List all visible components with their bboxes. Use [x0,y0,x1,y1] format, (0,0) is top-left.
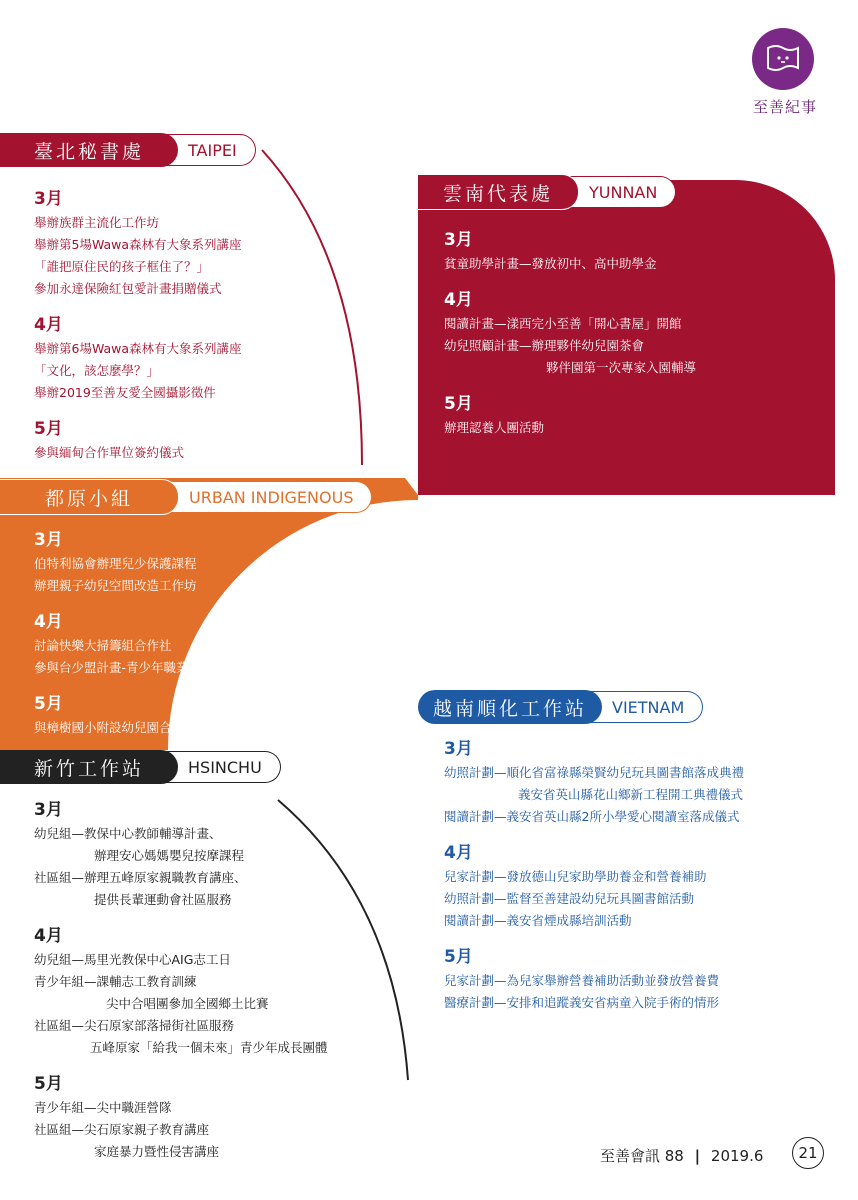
list-item: 辦理安心媽媽嬰兒按摩課程 [94,848,245,863]
vietnam-header [418,690,703,724]
publication-date: 2019.6 [710,1147,764,1165]
hsinchu-title: 新竹工作站 [0,750,178,784]
list-item: 參與緬甸合作單位簽約儀式 [34,445,185,460]
list-item: 幼兒組—教保中心教師輔導計畫、 [34,826,222,841]
list-item: 幼照計劃—監督至善建設幼兒玩具圖書館活動 [444,891,695,906]
list-item: 辦理親子幼兒空間改造工作坊 [34,578,197,593]
list-item: 社區組—尖石原家部落掃街社區服務 [34,1018,235,1033]
month-heading: 4月 [34,926,63,946]
list-item: 與樟樹國小附設幼兒園合作文化課程 [34,720,235,735]
yunnan-header [418,175,676,209]
list-item: 幼兒組—馬里光教保中心AIG志工日 [34,952,231,967]
month-heading: 4月 [34,315,63,335]
footer-publication [600,1145,763,1166]
taipei-header [0,133,256,167]
month-heading: 5月 [34,694,63,714]
list-item: 伯特利協會辦理兒少保護課程 [34,556,197,571]
vietnam-title: 越南順化工作站 [418,690,602,724]
yunnan-title-en: YUNNAN [563,176,676,208]
hsinchu-content [34,797,328,1163]
list-item: 社區組—辦理五峰原家親職教育講座、 [34,870,247,885]
list-item: 幼兒照顧計畫—辦理夥伴幼兒園茶會 [444,338,645,353]
list-item: 夥伴園第一次專家入園輔導 [546,360,697,375]
list-item: 舉辦第6場Wawa森林有大象系列講座 [34,341,242,356]
month-heading: 3月 [34,530,63,550]
list-item: 參加永達保險紅包愛計畫捐贈儀式 [34,281,222,296]
list-item: 辦理認養人團活動 [444,420,545,435]
taipei-curve [262,150,362,465]
month-heading: 3月 [34,189,63,209]
urban-content [34,527,239,739]
vietnam-title-en: VIETNAM [586,691,703,723]
list-item: 社區組—尖石原家親子教育講座 [34,1122,210,1137]
list-item: 提供長輩運動會社區服務 [94,892,232,907]
footer-separator: | [694,1147,701,1165]
taipei-content [34,186,242,464]
hsinchu-header [0,750,281,784]
yunnan-content [444,227,696,439]
list-item: 貧童助學計畫—發放初中、高中助學金 [444,256,657,271]
hsinchu-title-en: HSINCHU [162,751,281,783]
category-label: 至善紀事 [752,98,817,116]
page-number: 21 [792,1137,824,1169]
list-item: 尖中合唱團參加全國鄉土比賽 [106,996,269,1011]
list-item: 舉辦族群主流化工作坊 [34,215,160,230]
taipei-title-en: TAIPEI [162,134,256,166]
list-item: 五峰原家「給我一個未來」青少年成長團體 [90,1040,328,1055]
yunnan-title: 雲南代表處 [418,174,579,210]
month-heading: 4月 [34,612,63,632]
list-item: 青少年組—課輔志工教育訓練 [34,974,197,989]
urban-header [0,480,372,514]
taipei-title: 臺北秘書處 [0,133,178,167]
month-heading: 5月 [34,419,63,439]
list-item: 舉辦第5場Wawa森林有大象系列講座 [34,237,242,252]
list-item: 家庭暴力暨性侵害講座 [94,1144,220,1159]
list-item: 「誰把原住民的孩子框住了？」 [34,259,210,274]
month-heading: 5月 [444,394,473,414]
month-heading: 5月 [444,947,473,967]
month-heading: 4月 [444,843,473,863]
list-item: 閱讀計劃—義安省煙成縣培訓活動 [444,913,632,928]
list-item: 閱讀計劃—義安省英山縣2所小學愛心閱讀室落成儀式 [444,809,740,824]
list-item: 「文化，該怎麼學？」 [34,363,160,378]
list-item: 舉辦2019至善友愛全國攝影徵件 [34,385,216,400]
vietnam-content [444,736,744,1014]
list-item: 討論快樂大掃籌組合作社 [34,638,172,653]
urban-title: 都原小組 [0,479,179,515]
urban-title-en: URBAN INDIGENOUS [163,481,372,513]
category-logo [752,28,814,90]
month-heading: 5月 [34,1074,63,1094]
publication-name: 至善會訊 88 [600,1147,684,1165]
flag-icon [752,28,814,90]
list-item: 兒家計劃—發放德山兒家助學助養金和營養補助 [444,869,707,884]
list-item: 兒家計劃—為兒家舉辦營養補助活動並發放營養費 [444,973,720,988]
list-item: 醫療計劃—安排和追蹤義安省病童入院手術的情形 [444,995,720,1010]
list-item: 幼照計劃—順化省富祿縣榮賢幼兒玩具圖書館落成典禮 [444,765,745,780]
list-item: 青少年組—尖中職涯營隊 [34,1100,172,1115]
list-item: 義安省英山縣花山鄉新工程開工典禮儀式 [518,787,744,802]
month-heading: 3月 [444,739,473,759]
list-item: 閱讀計畫—漾西完小至善「開心書屋」開館 [444,316,682,331]
month-heading: 4月 [444,290,473,310]
month-heading: 3月 [34,800,63,820]
month-heading: 3月 [444,230,473,250]
list-item: 參與台少盟計畫-青少年職業參訪活動 [34,660,239,675]
